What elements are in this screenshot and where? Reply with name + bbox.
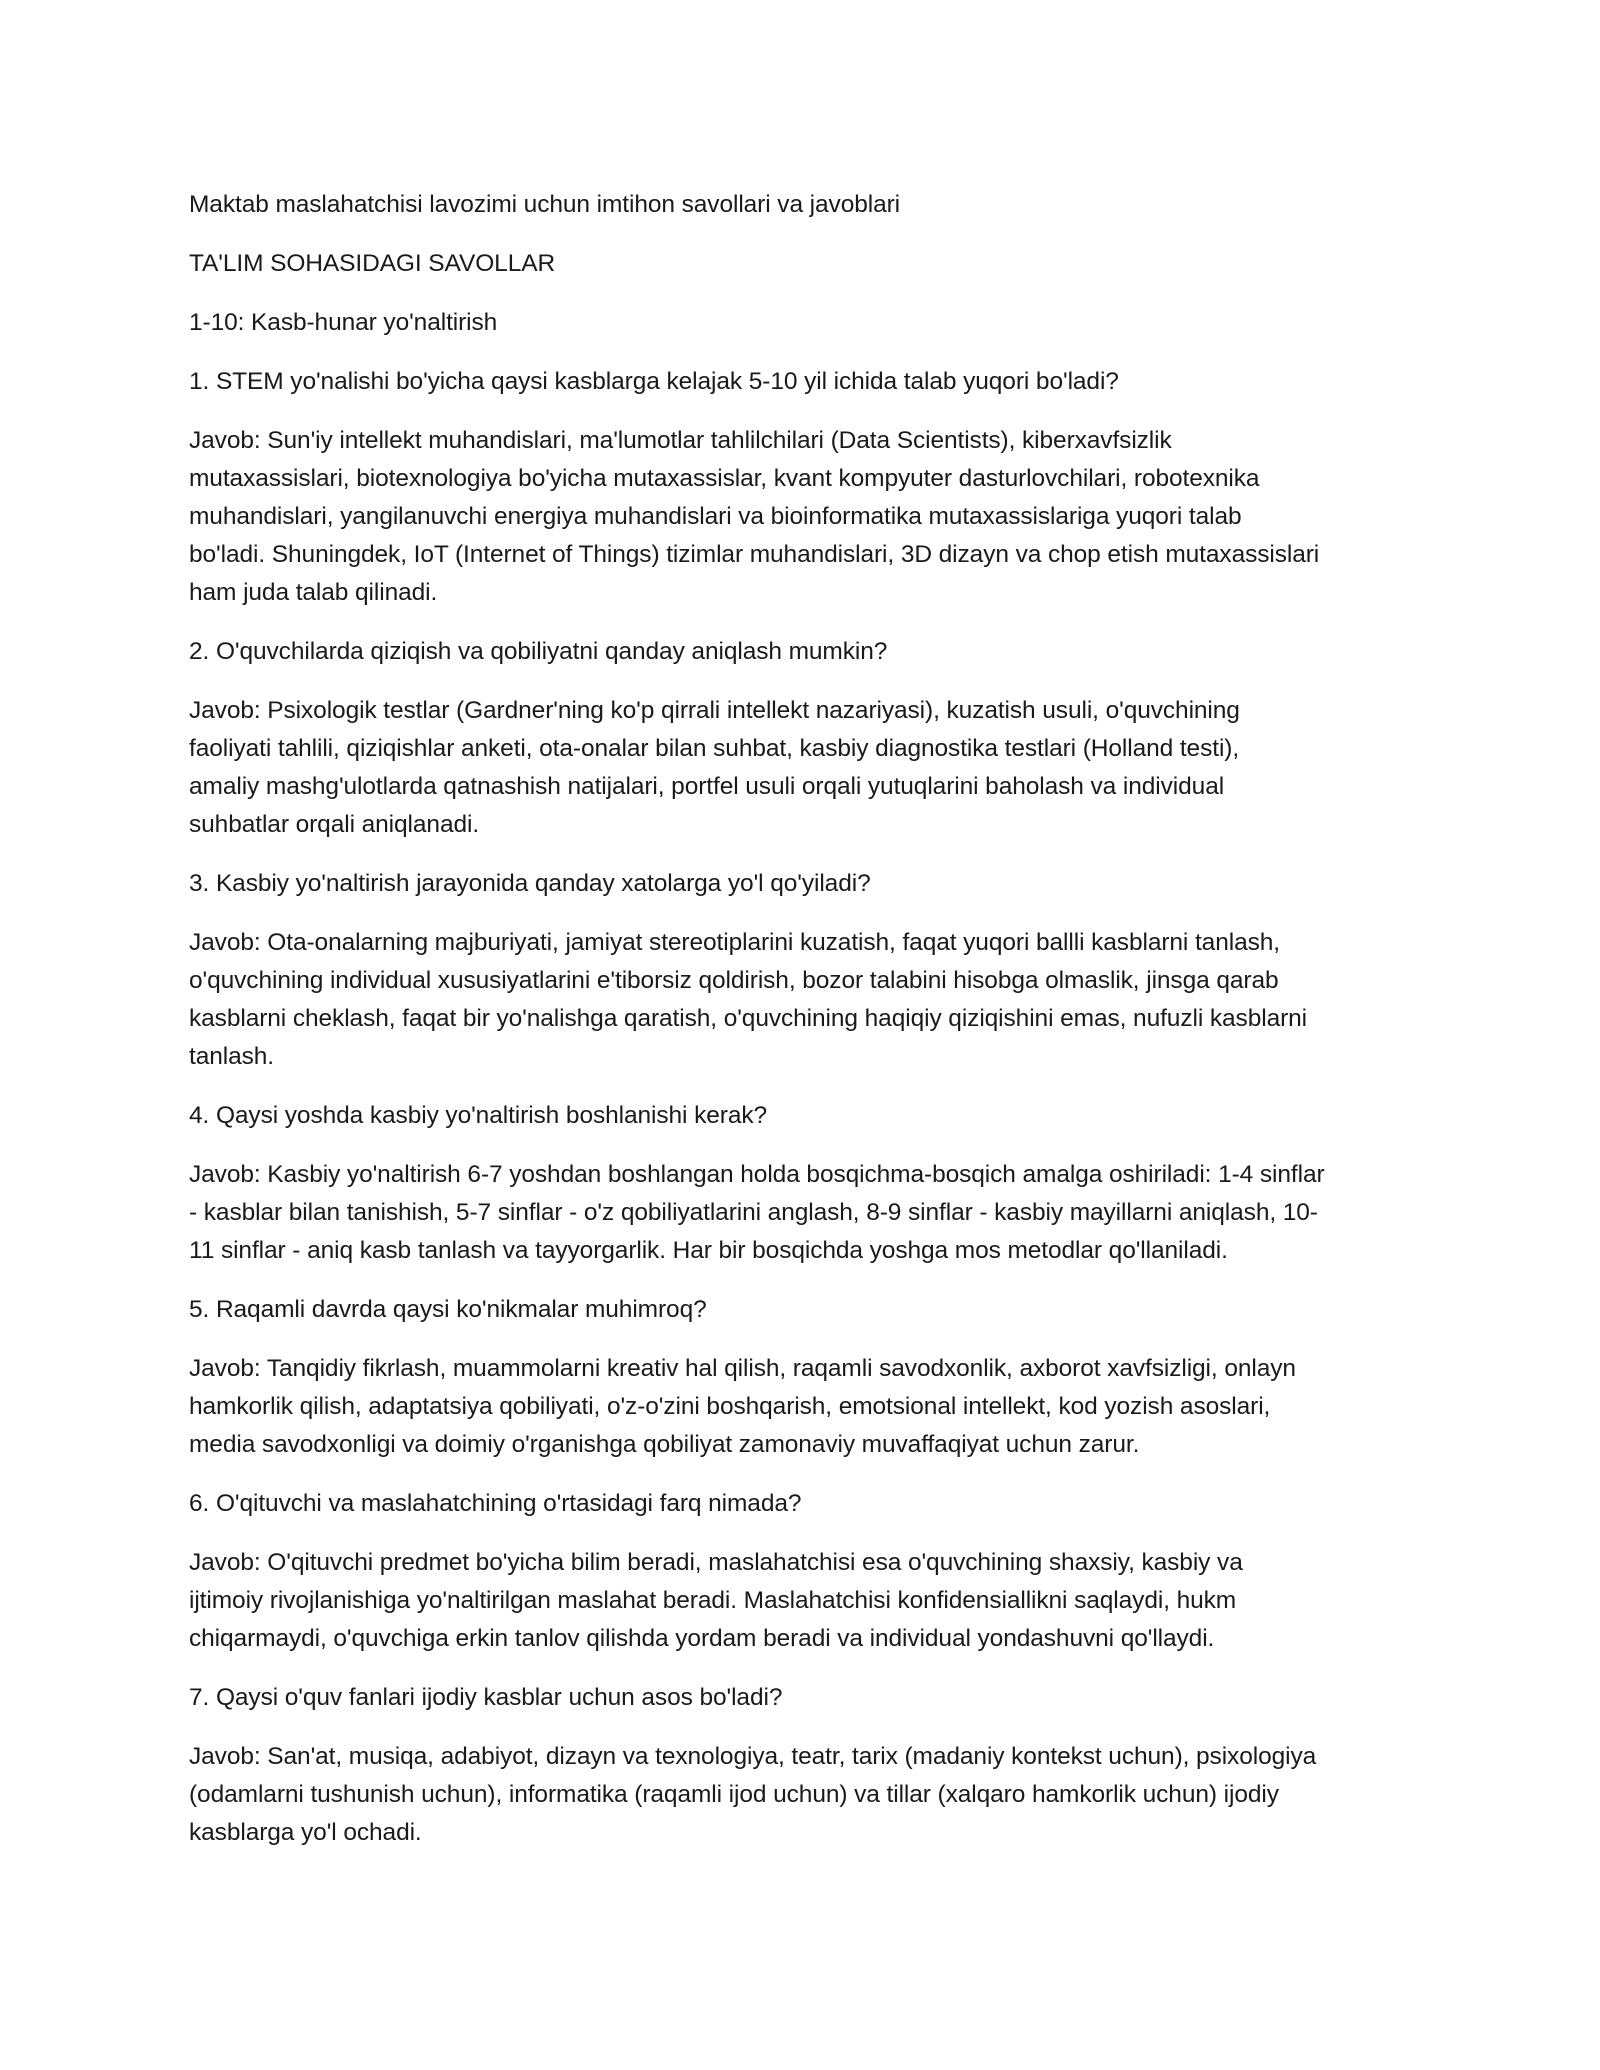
question-text: 5. Raqamli davrda qaysi ko'nikmalar muhimroq?	[189, 1296, 707, 1323]
answer-line: Javob: O'qituvchi predmet bo'yicha bilim beradi, maslahatchisi esa o'quvchining shaxsiy, kasbiy va	[189, 1549, 1243, 1576]
answer-line: (odamlarni tushunish uchun), informatika (raqamli ijod uchun) va tillar (xalqaro hamkorlik uchun) ijodiy	[189, 1781, 1279, 1808]
qa-item-4	[189, 1097, 1419, 1270]
answer-text	[189, 1544, 1419, 1658]
question-text: 2. O'quvchilarda qiziqish va qobiliyatni qanday aniqlash mumkin?	[189, 638, 888, 665]
answer-line: kasblarni cheklash, faqat bir yo'nalishga qaratish, o'quvchining haqiqiy qiziqishini emas, nufuzli kasblarni	[189, 1005, 1308, 1032]
answer-line: Javob: Tanqidiy fikrlash, muammolarni kreativ hal qilish, raqamli savodxonlik, axborot xavfsizligi, onlayn	[189, 1355, 1296, 1382]
answer-line: hamkorlik qilish, adaptatsiya qobiliyati, o'z-o'zini boshqarish, emotsional intellekt, kod yozish asoslari,	[189, 1393, 1271, 1420]
qa-item-1	[189, 363, 1419, 612]
answer-text	[189, 924, 1419, 1076]
answer-line: faoliyati tahlili, qiziqishlar anketi, ota-onalar bilan suhbat, kasbiy diagnostika testlari (Holland testi),	[189, 735, 1240, 762]
answer-text	[189, 1738, 1419, 1852]
answer-line: Javob: Ota-onalarning majburiyati, jamiyat stereotiplarini kuzatish, faqat yuqori ballli kasblarni tanlash,	[189, 929, 1280, 956]
question-text: 7. Qaysi o'quv fanlari ijodiy kasblar uchun asos bo'ladi?	[189, 1684, 783, 1711]
answer-line: ijtimoiy rivojlanishiga yo'naltirilgan maslahat beradi. Maslahatchisi konfidensiallikni saqlaydi, hukm	[189, 1587, 1237, 1614]
answer-line: chiqarmaydi, o'quvchiga erkin tanlov qilishda yordam beradi va individual yondashuvni qo'llaydi.	[189, 1625, 1215, 1652]
answer-line: tanlash.	[189, 1043, 275, 1070]
answer-text	[189, 1156, 1419, 1270]
answer-line: Javob: Sun'iy intellekt muhandislari, ma'lumotlar tahlilchilari (Data Scientists), kiberxavfsizlik	[189, 427, 1172, 454]
qa-item-3	[189, 865, 1419, 1076]
qa-item-7	[189, 1679, 1419, 1852]
question-text: 6. O'qituvchi va maslahatchining o'rtasidagi farq nimada?	[189, 1490, 802, 1517]
answer-line: Javob: San'at, musiqa, adabiyot, dizayn va texnologiya, teatr, tarix (madaniy kontekst uchun), psixologiya	[189, 1743, 1317, 1770]
answer-text	[189, 422, 1419, 612]
answer-line: Javob: Psixologik testlar (Gardner'ning ko'p qirrali intellekt nazariyasi), kuzatish usuli, o'quvchining	[189, 697, 1240, 724]
answer-line: - kasblar bilan tanishish, 5-7 sinflar - o'z qobiliyatlarini anglash, 8-9 sinflar - kasbiy mayillarni aniqlash, 10-	[189, 1199, 1318, 1226]
section-heading: TA'LIM SOHASIDAGI SAVOLLAR	[189, 250, 556, 277]
answer-line: kasblarga yo'l ochadi.	[189, 1819, 422, 1846]
qa-item-2	[189, 633, 1419, 844]
answer-line: Javob: Kasbiy yo'naltirish 6-7 yoshdan boshlangan holda bosqichma-bosqich amalga oshiriladi: 1-4 sinflar	[189, 1161, 1325, 1188]
answer-line: o'quvchining individual xususiyatlarini e'tiborsiz qoldirish, bozor talabini hisobga olmaslik, jinsga qarab	[189, 967, 1279, 994]
qa-item-5	[189, 1291, 1419, 1464]
answer-line: amaliy mashg'ulotlarda qatnashish natijalari, portfel usuli orqali yutuqlarini baholash va individual	[189, 773, 1225, 800]
document-page	[189, 186, 1419, 1873]
answer-line: mutaxassislari, biotexnologiya bo'yicha mutaxassislar, kvant kompyuter dasturlovchilari, robotexnika	[189, 465, 1260, 492]
answer-line: bo'ladi. Shuningdek, IoT (Internet of Things) tizimlar muhandislari, 3D dizayn va chop etish mutaxassislari	[189, 541, 1320, 568]
answer-line: suhbatlar orqali aniqlanadi.	[189, 811, 480, 838]
subsection-heading: 1-10: Kasb-hunar yo'naltirish	[189, 309, 498, 336]
answer-line: media savodxonligi va doimiy o'rganishga qobiliyat zamonaviy muvaffaqiyat uchun zarur.	[189, 1431, 1140, 1458]
answer-line: ham juda talab qilinadi.	[189, 579, 438, 606]
qa-item-6	[189, 1485, 1419, 1658]
answer-line: muhandislari, yangilanuvchi energiya muhandislari va bioinformatika mutaxassislariga yuqori talab	[189, 503, 1242, 530]
document-title: Maktab maslahatchisi lavozimi uchun imtihon savollari va javoblari	[189, 191, 901, 218]
question-text: 1. STEM yo'nalishi bo'yicha qaysi kasblarga kelajak 5-10 yil ichida talab yuqori bo'ladi?	[189, 368, 1119, 395]
answer-text	[189, 1350, 1419, 1464]
question-text: 4. Qaysi yoshda kasbiy yo'naltirish boshlanishi kerak?	[189, 1102, 768, 1129]
answer-text	[189, 692, 1419, 844]
answer-line: 11 sinflar - aniq kasb tanlash va tayyorgarlik. Har bir bosqichda yoshga mos metodlar qo'llaniladi.	[189, 1237, 1228, 1264]
question-text: 3. Kasbiy yo'naltirish jarayonida qanday xatolarga yo'l qo'yiladi?	[189, 870, 871, 897]
